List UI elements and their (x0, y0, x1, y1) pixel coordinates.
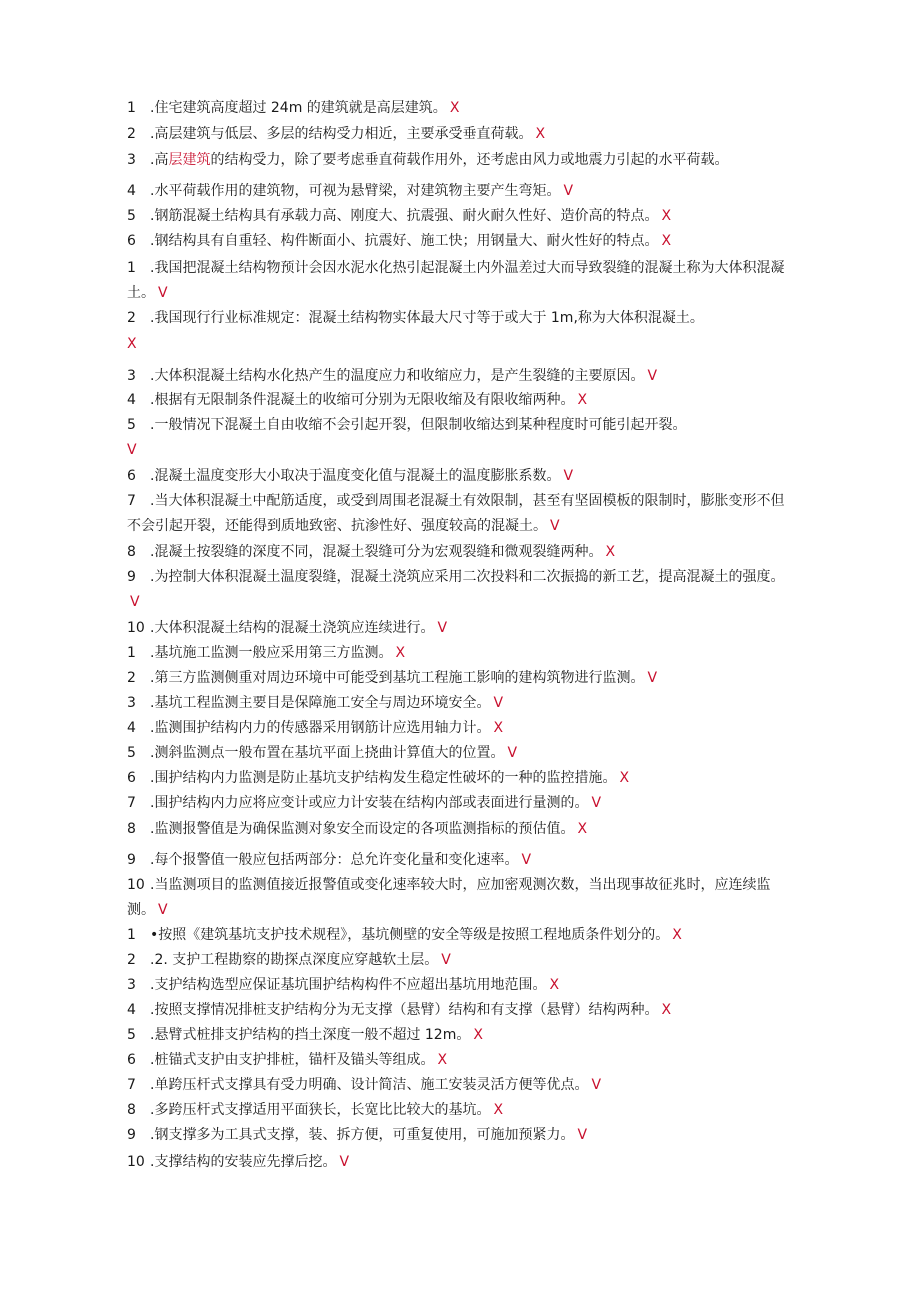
answer-mark: V (563, 468, 574, 484)
question-item (127, 791, 792, 816)
answer-mark: X (577, 392, 588, 408)
item-number: 7 (127, 1077, 136, 1093)
item-text: .为控制大体积混凝土温度裂缝，混凝土浇筑应采用二次投料和二次振捣的新工艺，提高混凝土的强度。 (150, 569, 785, 585)
item-number: 10 (127, 620, 145, 636)
item-text: .当监测项目的监测值接近报警值或变化速率较大时，应加密观测次数，当出现事故征兆时，应连续监测。 (127, 877, 771, 918)
item-text: .钢筋混凝土结构具有承载力高、刚度大、抗震强、耐火耐久性好、造价高的特点。 (150, 208, 659, 224)
item-text: 的结构受力，除了要考虑垂直荷载作用外，还考虑由风力或地震力引起的水平荷载。 (210, 152, 729, 168)
item-text: .我国现行行业标准规定：混凝土结构物实体最大尺寸等于或大于 1m,称为大体积混凝土。 (150, 310, 704, 326)
item-number: 10 (127, 1154, 145, 1170)
item-text: .钢结构具有自重轻、构件断面小、抗震好、施工快；用钢量大、耐火性好的特点。 (150, 233, 659, 249)
answer-mark: V (507, 745, 518, 761)
question-item (127, 388, 792, 413)
item-number: 5 (127, 745, 136, 761)
item-number: 7 (127, 493, 136, 509)
item-number: 2 (127, 670, 136, 686)
question-item (127, 666, 792, 691)
question-item (127, 256, 792, 305)
item-number: 9 (127, 1127, 136, 1143)
question-item (127, 229, 792, 254)
question-item (127, 306, 792, 331)
question-item (127, 848, 792, 873)
answer-mark: V (127, 442, 137, 458)
answer-mark: V (158, 901, 168, 918)
question-item (127, 817, 792, 842)
item-number: 5 (127, 417, 136, 433)
item-text: .第三方监测侧重对周边环境中可能受到基坑工程施工影响的建构筑物进行监测。 (150, 670, 645, 686)
answer-mark: X (493, 1102, 504, 1118)
item-text: .当大体积混凝土中配筋适度，或受到周围老混凝土有效限制，甚至有坚固模板的限制时，膨胀变形不但不会引起开裂，还能得到质地致密、抗渗性好、强度较高的混凝土。 (127, 493, 785, 534)
item-number: 3 (127, 977, 136, 993)
item-text: .基坑工程监测主要目是保障施工安全与周边环境安全。 (150, 695, 491, 711)
answer-mark: X (619, 770, 630, 786)
answer-mark: V (130, 593, 140, 610)
item-number: 7 (127, 795, 136, 811)
answer-mark: V (647, 368, 658, 384)
item-text: .基坑施工监测一般应采用第三方监测。 (150, 645, 393, 661)
item-number: 4 (127, 392, 136, 408)
answer-mark: X (127, 336, 137, 352)
item-text: .根据有无限制条件混凝土的收缩可分别为无限收缩及有限收缩两种。 (150, 392, 575, 408)
item-text: .悬臂式桩排支护结构的挡土深度一般不超过 12m。 (150, 1027, 471, 1043)
question-item (127, 998, 792, 1023)
answer-mark: X (661, 1002, 672, 1018)
answer-mark: V (563, 183, 574, 199)
question-item (127, 1150, 792, 1175)
answer-mark: V (437, 620, 448, 636)
item-number: 1 (127, 645, 136, 661)
item-number: 8 (127, 1102, 136, 1118)
item-number: 4 (127, 720, 136, 736)
question-item (127, 616, 792, 641)
answer-mark: V (521, 852, 532, 868)
item-number: 6 (127, 1052, 136, 1068)
item-number: 3 (127, 368, 136, 384)
item-text: .桩锚式支护由支护排桩，锚杆及锚头等组成。 (150, 1052, 435, 1068)
question-item (127, 489, 792, 538)
item-text: .水平荷载作用的建筑物，可视为悬臂梁，对建筑物主要产生弯矩。 (150, 183, 561, 199)
highlighted-text: 层建筑 (168, 152, 211, 168)
answer-mark: X (473, 1027, 483, 1043)
item-number: 5 (127, 1027, 136, 1043)
question-item (127, 741, 792, 766)
question-item (127, 873, 792, 922)
item-text: .我国把混凝土结构物预计会因水泥水化热引起混凝土内外温差过大而导致裂缝的混凝土称为大体积混凝土。 (127, 260, 785, 301)
item-text: .钢支撑多为工具式支撑，装、拆方便，可重复使用，可施加预紧力。 (150, 1127, 575, 1143)
answer-mark: V (493, 695, 504, 711)
item-text: .2. 支护工程勘察的勘探点深度应穿越软土层。 (150, 952, 439, 968)
item-number: 1 (127, 100, 136, 116)
item-text: .住宅建筑高度超过 24m 的建筑就是高层建筑。 (150, 100, 447, 116)
item-text: •按照《建筑基坑支护技术规程》，基坑侧壁的安全等级是按照工程地质条件划分的。 (150, 927, 670, 943)
item-number: 4 (127, 1002, 136, 1018)
item-text: .混凝土按裂缝的深度不同，混凝土裂缝可分为宏观裂缝和微观裂缝两种。 (150, 544, 603, 560)
item-text: .混凝土温度变形大小取决于温度变化值与混凝土的温度膨胀系数。 (150, 468, 561, 484)
answer-mark: X (661, 233, 672, 249)
answer-mark: X (437, 1052, 448, 1068)
item-number: 3 (127, 695, 136, 711)
item-text: .测斜监测点一般布置在基坑平面上挠曲计算值大的位置。 (150, 745, 505, 761)
answer-mark: X (605, 544, 616, 560)
item-number: 2 (127, 952, 136, 968)
item-number: 8 (127, 544, 136, 560)
question-item (127, 1048, 792, 1073)
answer-mark: V (550, 517, 560, 534)
question-item (127, 691, 792, 716)
question-item (127, 179, 792, 204)
question-item (127, 766, 792, 791)
answer-line (127, 438, 792, 463)
answer-mark: V (647, 670, 658, 686)
item-number: 9 (127, 852, 136, 868)
item-number: 6 (127, 468, 136, 484)
item-text: .监测报警值是为确保监测对象安全而设定的各项监测指标的预估值。 (150, 821, 575, 837)
question-item (127, 973, 792, 998)
question-item (127, 565, 792, 614)
item-number: 2 (127, 310, 136, 326)
question-item (127, 1123, 792, 1148)
item-text: .一般情况下混凝土自由收缩不会引起开裂，但限制收缩达到某种程度时可能引起开裂。 (150, 417, 687, 433)
answer-mark: X (672, 927, 682, 943)
item-text: .单跨压杆式支撑具有受力明确、设计简洁、施工安装灵活方便等优点。 (150, 1077, 589, 1093)
question-item (127, 204, 792, 229)
item-text: .大体积混凝土结构的混凝土浇筑应连续进行。 (150, 620, 435, 636)
item-number: 1 (127, 260, 136, 276)
answer-mark: V (591, 795, 602, 811)
question-item (127, 364, 792, 389)
item-text: .支护结构选型应保证基坑围护结构构件不应超出基坑用地范围。 (150, 977, 547, 993)
question-item (127, 122, 792, 147)
item-number: 3 (127, 152, 136, 168)
item-number: 9 (127, 569, 136, 585)
question-item (127, 1073, 792, 1098)
item-text: .支撑结构的安装应先撑后挖。 (150, 1154, 337, 1170)
question-item (127, 1098, 792, 1123)
answer-mark: V (441, 952, 451, 968)
answer-mark: X (577, 821, 588, 837)
item-text-prefix: .高 (150, 152, 169, 168)
item-text: .监测围护结构内力的传感器采用钢筋计应选用轴力计。 (150, 720, 491, 736)
answer-mark: X (493, 720, 504, 736)
question-item (127, 923, 792, 948)
answer-mark: V (339, 1154, 350, 1170)
answer-mark: V (158, 284, 168, 301)
item-text: .围护结构内力应将应变计或应力计安装在结构内部或表面进行量测的。 (150, 795, 589, 811)
answer-line (127, 332, 792, 357)
item-number: 1 (127, 927, 136, 943)
answer-mark: X (661, 208, 672, 224)
answer-mark: X (535, 126, 546, 142)
item-text: .大体积混凝土结构水化热产生的温度应力和收缩应力，是产生裂缝的主要原因。 (150, 368, 645, 384)
question-item (127, 1023, 792, 1048)
question-item (127, 413, 792, 438)
item-text: .按照支撑情况排桩支护结构分为无支撑（悬臂）结构和有支撑（悬臂）结构两种。 (150, 1002, 659, 1018)
item-number: 2 (127, 126, 136, 142)
item-number: 8 (127, 821, 136, 837)
item-text: .多跨压杆式支撑适用平面狭长，长宽比比较大的基坑。 (150, 1102, 491, 1118)
answer-mark: V (577, 1127, 588, 1143)
item-text: .高层建筑与低层、多层的结构受力相近，主要承受垂直荷载。 (150, 126, 533, 142)
question-item (127, 148, 792, 173)
question-item (127, 96, 792, 121)
answer-mark: X (449, 100, 460, 116)
question-item (127, 641, 792, 666)
item-number: 4 (127, 183, 136, 199)
item-text: .每个报警值一般应包括两部分：总允许变化量和变化速率。 (150, 852, 519, 868)
answer-mark: X (395, 645, 406, 661)
item-text: .围护结构内力监测是防止基坑支护结构发生稳定性破坏的一种的监控措施。 (150, 770, 617, 786)
item-number: 6 (127, 770, 136, 786)
item-number: 6 (127, 233, 136, 249)
question-item (127, 464, 792, 489)
item-number: 10 (127, 877, 145, 893)
question-item (127, 716, 792, 741)
question-item (127, 948, 792, 973)
question-item (127, 540, 792, 565)
answer-mark: V (591, 1077, 602, 1093)
answer-mark: X (549, 977, 560, 993)
item-number: 5 (127, 208, 136, 224)
